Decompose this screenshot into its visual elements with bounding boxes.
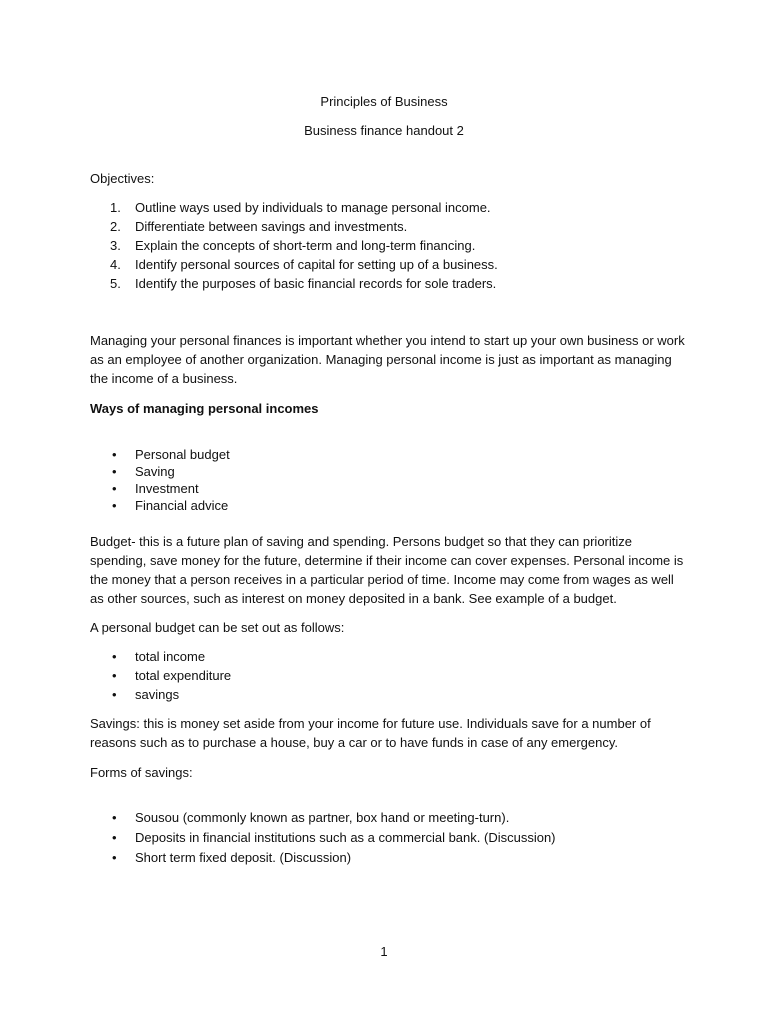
list-number: 1. bbox=[110, 200, 121, 215]
bullet-icon: • bbox=[112, 447, 117, 462]
list-item bbox=[90, 463, 690, 480]
ways-list bbox=[90, 446, 690, 514]
bullet-icon: • bbox=[112, 498, 117, 513]
list-item bbox=[90, 274, 690, 293]
list-item bbox=[90, 808, 690, 828]
course-title: Principles of Business bbox=[320, 94, 448, 109]
bullet-icon: • bbox=[112, 830, 117, 845]
bullet-icon: • bbox=[112, 481, 117, 496]
budget-items-list bbox=[90, 647, 690, 704]
intro-paragraph: Managing your personal finances is important whether you intend to start up your own business or work as an employee of another organization. Managing personal income is just as important as managing the income of a business. bbox=[90, 333, 685, 386]
bullet-icon: • bbox=[112, 687, 117, 702]
savings-paragraph: Savings: this is money set aside from your income for future use. Individuals save for a number of reasons such as to purchase a house, buy a car or to have funds in case of any emergency. bbox=[90, 716, 651, 750]
list-item bbox=[90, 480, 690, 497]
forms-of-savings-list bbox=[90, 808, 690, 868]
list-item-text: Personal budget bbox=[135, 447, 230, 462]
list-item bbox=[90, 848, 690, 868]
list-number: 2. bbox=[110, 219, 121, 234]
list-item-text: Short term fixed deposit. (Discussion) bbox=[135, 850, 352, 865]
list-item bbox=[90, 666, 690, 685]
list-item bbox=[90, 446, 690, 463]
bullet-icon: • bbox=[112, 464, 117, 479]
list-item bbox=[90, 647, 690, 666]
list-item bbox=[90, 828, 690, 848]
list-number: 4. bbox=[110, 257, 121, 272]
list-item bbox=[90, 685, 690, 704]
forms-of-savings-heading: Forms of savings: bbox=[90, 765, 193, 780]
list-item-text: Saving bbox=[135, 464, 175, 479]
list-item-text: Financial advice bbox=[135, 498, 229, 513]
budget-layout-intro: A personal budget can be set out as follows: bbox=[90, 620, 345, 635]
ways-heading: Ways of managing personal incomes bbox=[90, 401, 319, 416]
list-item-text: total income bbox=[135, 649, 206, 664]
list-item bbox=[90, 236, 690, 255]
objective-text: Differentiate between savings and investments. bbox=[135, 219, 408, 234]
objectives-list bbox=[90, 198, 690, 293]
list-item-text: savings bbox=[135, 687, 180, 702]
bullet-icon: • bbox=[112, 810, 117, 825]
handout-title: Business finance handout 2 bbox=[304, 123, 464, 138]
list-item-text: Sousou (commonly known as partner, box hand or meeting-turn). bbox=[135, 810, 510, 825]
objectives-heading: Objectives: bbox=[90, 171, 155, 186]
list-item bbox=[90, 198, 690, 217]
list-item bbox=[90, 255, 690, 274]
list-item-text: Investment bbox=[135, 481, 199, 496]
objective-text: Outline ways used by individuals to manage personal income. bbox=[135, 200, 491, 215]
bullet-icon: • bbox=[112, 850, 117, 865]
list-item-text: total expenditure bbox=[135, 668, 232, 683]
bullet-icon: • bbox=[112, 668, 117, 683]
bullet-icon: • bbox=[112, 649, 117, 664]
objective-text: Identify personal sources of capital for setting up of a business. bbox=[135, 257, 498, 272]
page-number: 1 bbox=[380, 944, 388, 959]
list-item bbox=[90, 217, 690, 236]
list-item-text: Deposits in financial institutions such as a commercial bank. (Discussion) bbox=[135, 830, 556, 845]
budget-paragraph: Budget- this is a future plan of saving and spending. Persons budget so that they can prioritize spending, save money for the future, determine if their income can cover expenses. Personal income is the money that a person receives in a particular period of time. Income may come from wages as well as other sources, such as interest on money deposited in a bank. See example of a budget. bbox=[90, 534, 684, 606]
list-number: 3. bbox=[110, 238, 121, 253]
objective-text: Identify the purposes of basic financial records for sole traders. bbox=[135, 276, 497, 291]
objective-text: Explain the concepts of short-term and long-term financing. bbox=[135, 238, 476, 253]
list-number: 5. bbox=[110, 276, 121, 291]
list-item bbox=[90, 497, 690, 514]
